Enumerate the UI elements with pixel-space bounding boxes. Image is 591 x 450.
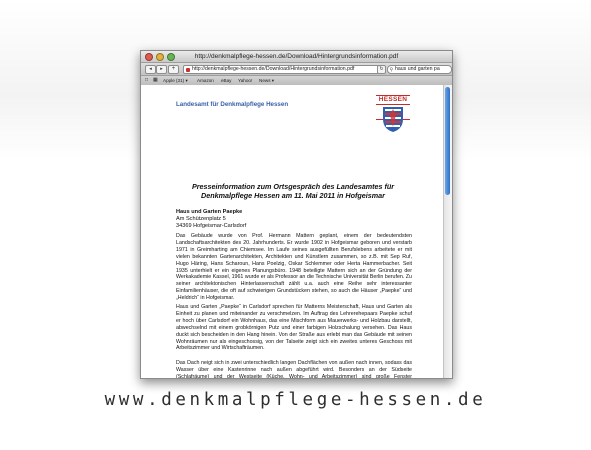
bookmark-yahoo[interactable]: Yahoo! <box>238 78 253 83</box>
window-controls <box>145 53 175 61</box>
title-bar <box>141 51 452 63</box>
address-name: Haus und Garten Paepke <box>176 209 243 215</box>
bookmark-ebay[interactable]: eBay <box>221 78 232 83</box>
forward-button[interactable]: ▸ <box>156 65 167 74</box>
address-bar[interactable] <box>183 65 385 74</box>
document-headline <box>173 182 413 200</box>
hessen-logo <box>376 95 410 138</box>
search-field[interactable] <box>387 65 452 74</box>
browser-window <box>140 50 453 379</box>
reading-list-icon[interactable]: □ <box>145 77 149 83</box>
address-city: 34369 Hofgeismar-Carlsdorf <box>176 222 247 229</box>
website-caption: www.denkmalpflege-hessen.de <box>104 390 487 410</box>
bookmark-amazon[interactable]: Amazon <box>197 78 214 83</box>
search-field-text: haus und garten pa <box>395 66 440 72</box>
top-sites-icon[interactable]: ▦ <box>153 77 158 83</box>
coat-of-arms-icon <box>376 105 410 133</box>
scrollbar-thumb[interactable] <box>445 87 450 195</box>
vertical-scrollbar[interactable] <box>443 85 452 378</box>
paragraph-1: Das Gebäude wurde von Prof. Hermann Mattern geplant, einem der bedeutendsten Landschaftsarchitekten des 20. Jahrhunderts. Er wurde 1902 in Hofgeismar geboren und verstarb 1971 in Greimharting am Chiemsee. Im Laufe seines ausgefüllten Berufslebens arbeitete er mit vielen bekannten Gartenarchitekten, Architekten und Künstlern zusammen, so z.B. mit Sep Ruf, Hugo Häring, Hans Scharoun, Hans Poelzig, Oskar Schlemmer oder Herta Hammerbacher. Seit 1935 unterhielt er ein eigenes Planungsbüro. 1948 beteiligte Mattern sich an der Gründung der Werkakademie Kassel, 1961 wurde er als Professor an die Technische Universität Berlin berufen. Zu seiner architektonischen Hinterlassenschaft zählt u.a. auch eine Reihe sehr interessanter Einfamilienhäuser, die oft auf schwierigen Grundstücken stehen, so auch die Häuser „Paepke“ und „Heldrich“ in Hofgeismar. <box>176 233 412 302</box>
paragraph-3: Das Dach neigt sich in zwei unterschiedlich langen Dachflächen von außen nach innen, sodass das Wasser über eine Kastenrinne nach außen abgeführt wird. Besonders an der Südseite (Schlafräume) und der Westseite (Küche, Wohn- und Arbeitszimmer) sind große Fenster <box>176 360 412 378</box>
reload-icon[interactable]: ↻ <box>377 65 386 74</box>
add-bookmark-button[interactable]: + <box>168 65 179 74</box>
org-name: Landesamt für Denkmalpflege Hessen <box>176 101 289 108</box>
logo-text: HESSEN <box>376 95 410 105</box>
favicon-icon <box>186 68 190 72</box>
pdf-viewer[interactable] <box>141 85 443 378</box>
search-icon: ⚲ <box>389 67 394 73</box>
back-button[interactable]: ◂ <box>145 65 156 74</box>
address-bar-text: http://denkmalpflege-hessen.de/Download/Hintergrundsinformation.pdf <box>192 66 355 72</box>
window-title: http://denkmalpflege-hessen.de/Download/Hintergrundsinformation.pdf <box>194 53 399 60</box>
headline-line-2: Denkmalpflege Hessen am 11. Mai 2011 in Hofgeismar <box>201 191 385 200</box>
zoom-window-button[interactable] <box>167 53 175 61</box>
bookmark-news[interactable]: News ▾ <box>259 78 275 83</box>
bookmark-apple[interactable]: Apple (31) ▾ <box>163 78 188 83</box>
paragraph-2: Haus und Garten „Paepke“ in Carlsdorf sprechen für Matterns Meisterschaft, Haus und Garten als Einheit zu planen und miteinander zu verschmelzen. Im Auftrag des Lehrerehepaars Paepke schuf er hoch über Carlsdorf ein Wohnhaus, das eine Mischform aus Mauerwerks- und Holzbau darstellt, abwechselnd mit einem grobkörnigen Putz und einer farbigen Holzschalung versehen. Das Haus duckt sich bescheiden in den Hang hinein. Von der Straße aus erlebt man das Gebäude mit seinen Wohnräumen nur als eingeschossig, von der Talseite zeigt sich ein zweites unteres Geschoss mit Arbeitszimmer und Wirtschafträumen. <box>176 304 412 352</box>
address-block <box>176 209 246 230</box>
minimize-window-button[interactable] <box>156 53 164 61</box>
browser-toolbar <box>141 63 452 76</box>
close-window-button[interactable] <box>145 53 153 61</box>
headline-line-1: Presseinformation zum Ortsgespräch des Landesamtes für <box>191 182 395 191</box>
address-street: Am Schützenplatz 5 <box>176 215 226 222</box>
